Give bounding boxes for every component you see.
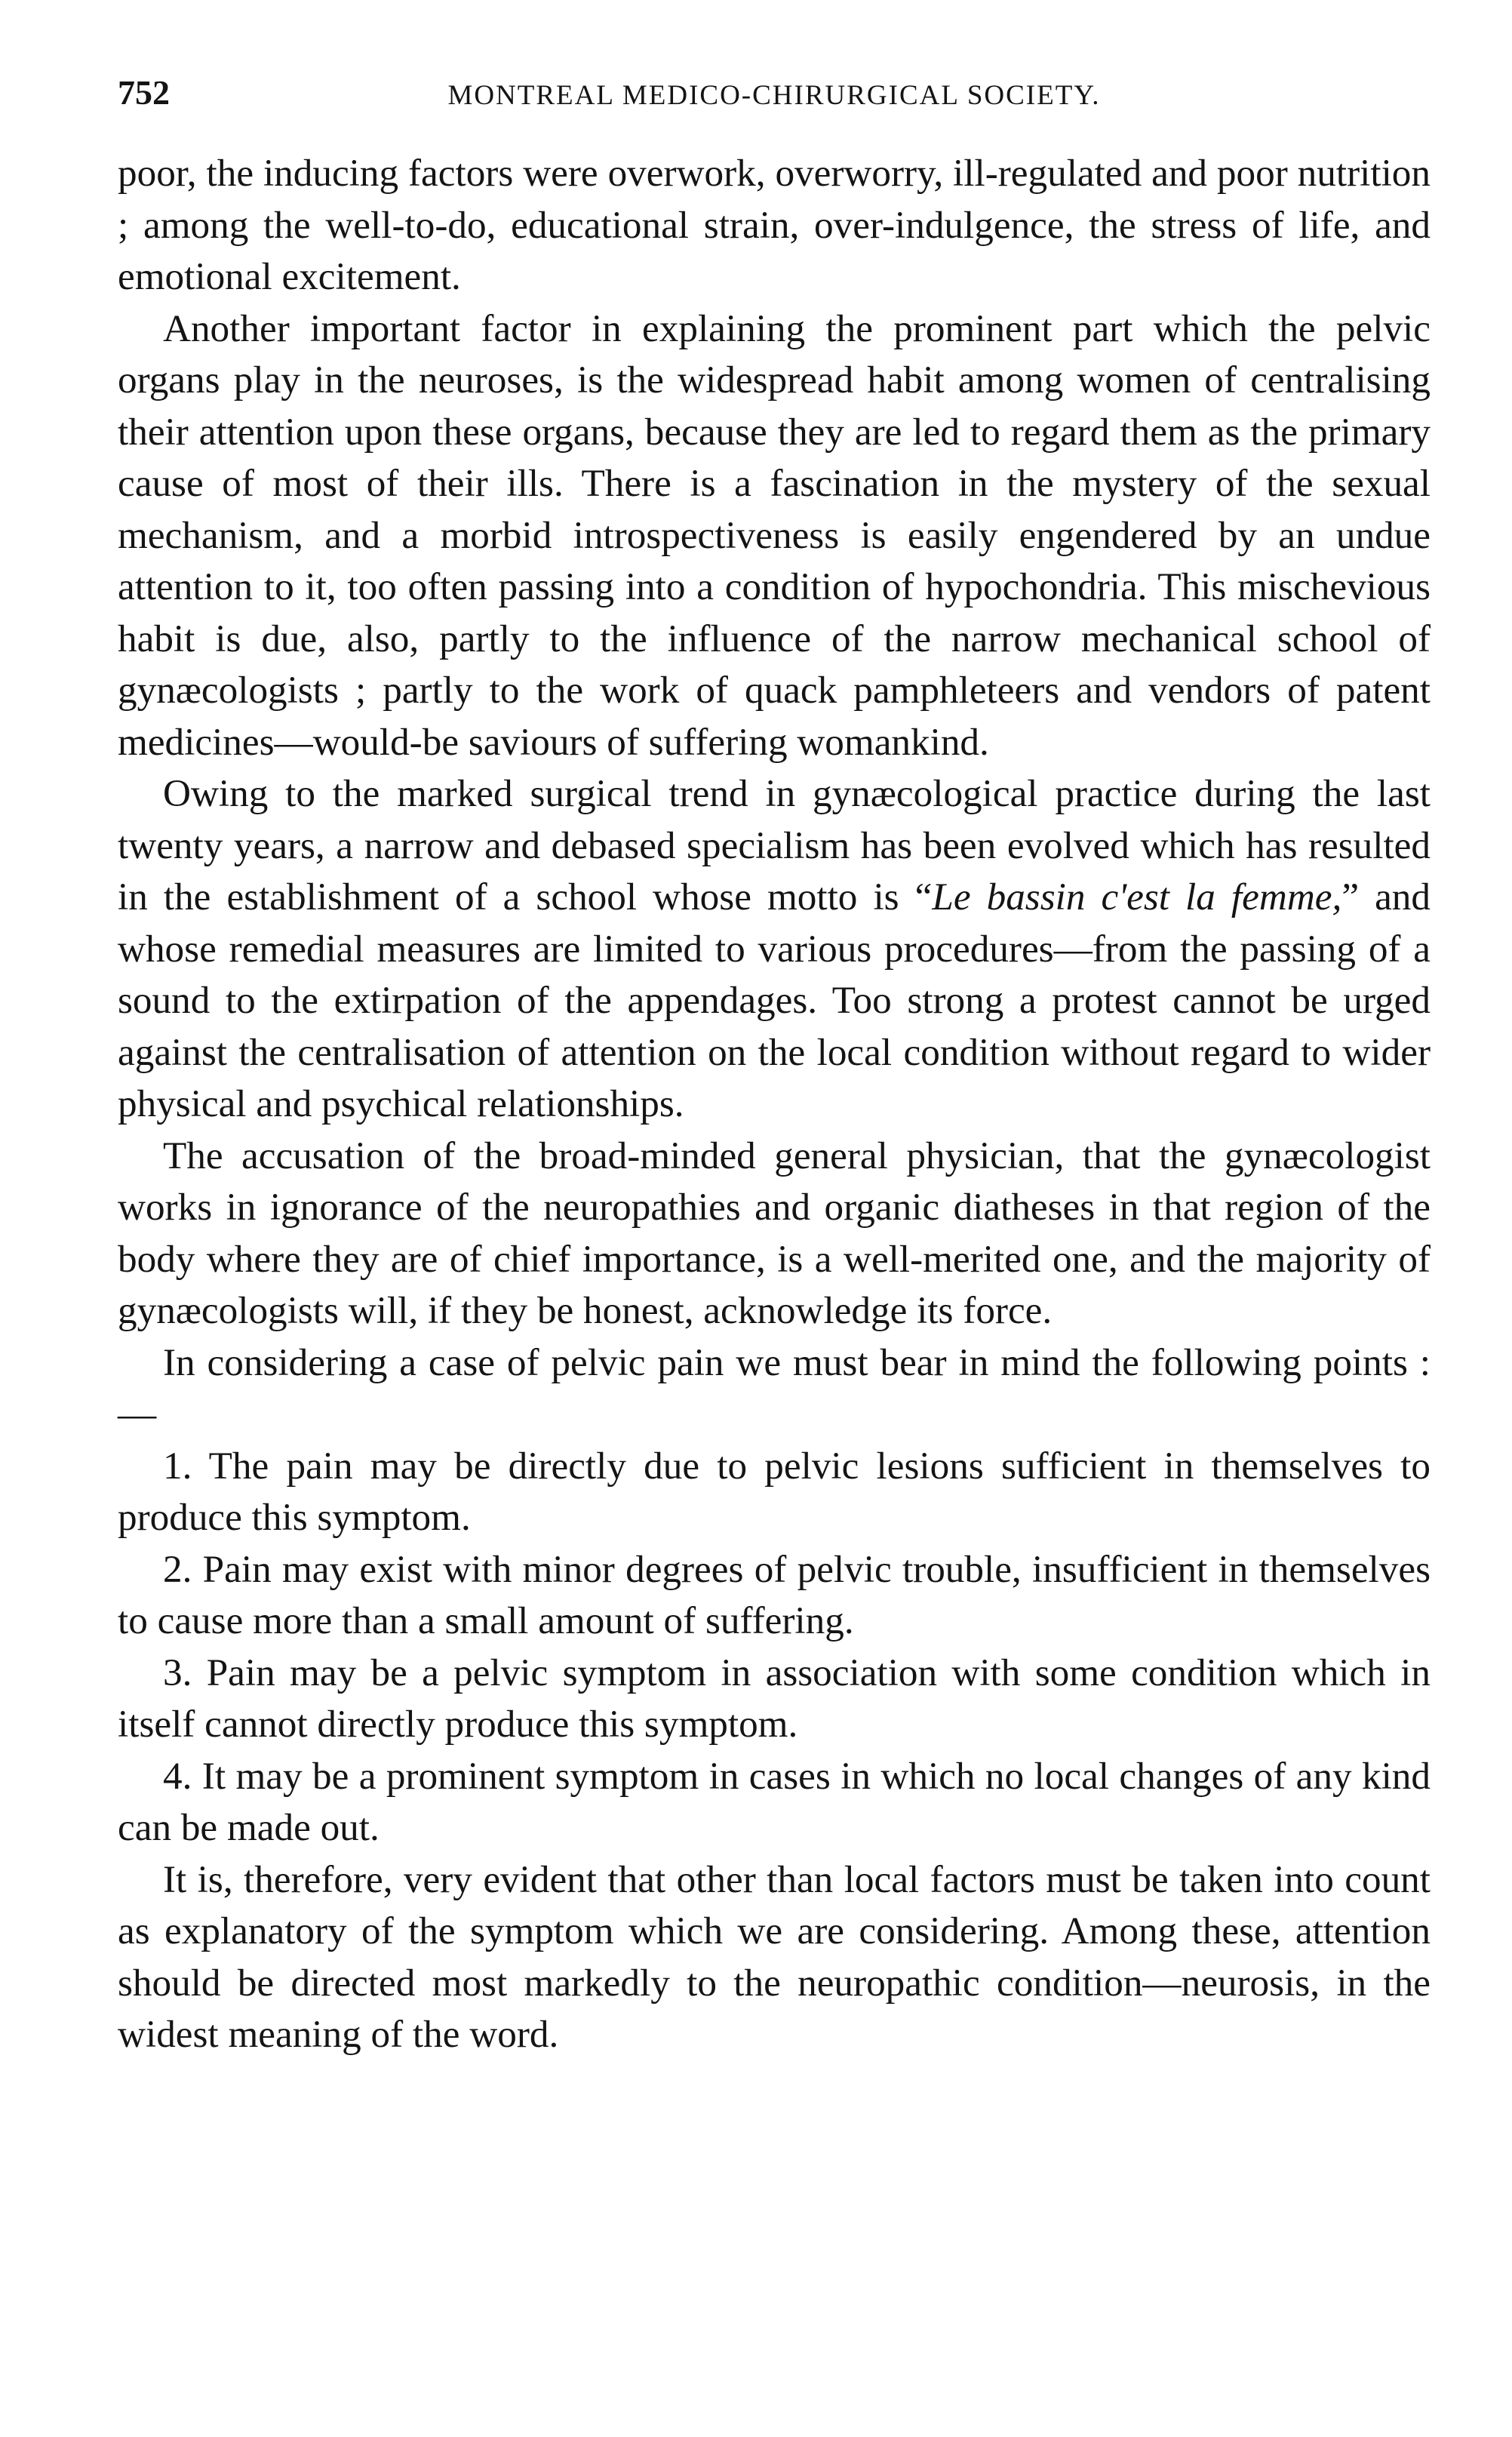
paragraph-specialism [118, 768, 1431, 1131]
paragraph-conclusion: It is, therefore, very evident that other than local factors must be taken into count as explanatory of the symptom which we are considering. Among these, attention should be directed most markedly to the neuropathic condition—neurosis, in the widest meaning of the word. [118, 1857, 1431, 2056]
paragraph-points-intro: In considering a case of pelvic pain we must bear in mind the following points :— [118, 1340, 1431, 1435]
page-number: 752 [118, 73, 170, 112]
running-title: MONTREAL MEDICO-CHIRURGICAL SOCIETY. [447, 80, 1101, 111]
list-item: 2. Pain may exist with minor degrees of pelvic trouble, insufficient in themselves to cause more than a small amount of suffering. [118, 1547, 1431, 1642]
list-item: 1. The pain may be directly due to pelvic lesions sufficient in themselves to produce this symptom. [118, 1444, 1431, 1539]
motto-quote: Le bassin c'est la femme, [932, 875, 1342, 918]
running-head [118, 72, 1431, 125]
document-page [118, 72, 1431, 2061]
paragraph-habit: Another important factor in explaining the prominent part which the pelvic organs play in the neuroses, is the widespread habit among women of centralising their attention upon these organs, because they are led to regard them as the primary cause of most of their ills. There is a fascination in the mystery of the sexual mechanism, and a morbid introspectiveness is easily engendered by an undue attention to it, too often passing into a condition of hypochondria. This mischevious habit is due, also, partly to the influence of the narrow mechanical school of gynæcologists ; partly to the work of quack pamphleteers and vendors of patent medicines—would-be saviours of suffering womankind. [118, 306, 1431, 764]
motto-lead-in: Owing to the marked surgical trend in gynæcological practice during the last twenty years, a narrow and debased specialism has been evolved which has resulted in the establishment of a school whose motto is “ [118, 772, 1431, 918]
motto-follow-on: ” and whose remedial measures are limited to various procedures—from the passing of a sound to the extirpation of the appendages. Too strong a protest cannot be urged against the centralisation of attention on the local condition without regard to wider physical and psychical relationships. [118, 875, 1431, 1125]
body-text [118, 148, 1431, 2061]
list-item: 3. Pain may be a pelvic symptom in association with some condition which in itself cannot directly produce this symptom. [118, 1651, 1431, 1746]
paragraph-continued: poor, the inducing factors were overwork, overworry, ill-regulated and poor nutrition ; among the well-to-do, educational strain, over-indulgence, the stress of life, and emotional excitement. [118, 152, 1431, 298]
paragraph-accusation: The accusation of the broad-minded general physician, that the gynæcologist works in ignorance of the neuropathies and organic diatheses in that region of the body where they are of chief importance, is a well-merited one, and the majority of gynæcologists will, if they be honest, acknowledge its force. [118, 1134, 1431, 1332]
list-item: 4. It may be a prominent symptom in cases in which no local changes of any kind can be made out. [118, 1754, 1431, 1849]
